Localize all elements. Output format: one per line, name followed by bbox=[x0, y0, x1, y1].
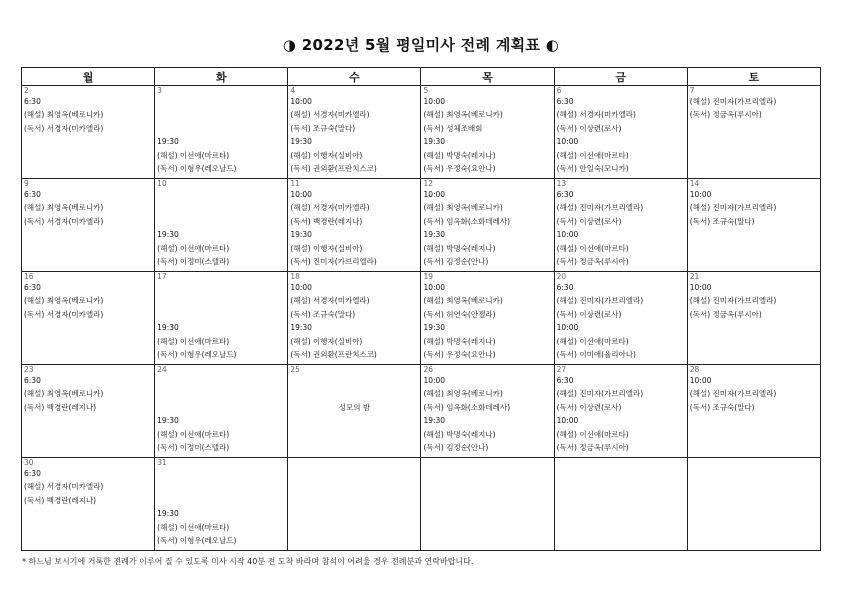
mass-time: 19:30 bbox=[157, 230, 179, 240]
assignment-line: (독서) 조규숙(말다) bbox=[689, 216, 755, 226]
day-number: 26 bbox=[423, 365, 434, 374]
assignment-line: (독서) 조규숙(말다) bbox=[689, 402, 755, 412]
assignment-line: (독서) 정금옥(루시아) bbox=[689, 110, 762, 120]
assignment-line: (독서) 안일숙(모니카) bbox=[556, 164, 629, 174]
assignment-line: (독서) 이정미(스텔라) bbox=[157, 256, 230, 266]
assignment-line: (해설) 진미자(가브리엘라) bbox=[689, 97, 777, 106]
weekday-header: 수 bbox=[288, 68, 421, 86]
assignment-line: (해설) 이행자(실비아) bbox=[290, 243, 363, 253]
weekday-header: 토 bbox=[687, 68, 820, 86]
mass-time: 19:30 bbox=[157, 137, 179, 147]
day-cell bbox=[421, 86, 554, 179]
week-row bbox=[22, 179, 821, 272]
day-number: 20 bbox=[556, 272, 567, 281]
blank-line bbox=[157, 308, 287, 321]
assignment-line: (해설) 박명숙(레지나) bbox=[423, 429, 496, 439]
assignment-line: (해설) 최영옥(베로니카) bbox=[423, 389, 503, 399]
day-cell bbox=[687, 86, 820, 179]
assignment-line: (해설) 최영옥(베로니카) bbox=[423, 110, 503, 120]
assignment-line: (해설) 이선애(마르타) bbox=[157, 336, 230, 346]
day-number: 10 bbox=[157, 179, 167, 188]
assignment-line: (독서) 이미애(율리아나) bbox=[556, 350, 636, 360]
day-cell bbox=[155, 272, 288, 365]
day-number bbox=[423, 458, 553, 467]
assignment-line: (해설) 최영옥(베로니카) bbox=[423, 203, 503, 213]
assignment-line: (독서) 이형우(레오날드) bbox=[157, 349, 237, 359]
blank-line bbox=[157, 294, 287, 307]
day-number: 13 bbox=[556, 179, 567, 188]
day-number: 14 bbox=[689, 179, 700, 188]
assignment-line: (독서) 이상련(로사) bbox=[556, 123, 622, 133]
blank-line bbox=[157, 95, 287, 108]
mass-time: 19:30 bbox=[290, 137, 312, 147]
assignment-line: (해설) 이선애(마르타) bbox=[157, 522, 230, 532]
day-cell bbox=[554, 365, 687, 458]
day-number: 6 bbox=[556, 86, 562, 95]
mass-time: 6:30 bbox=[24, 283, 41, 292]
assignment-line: (해설) 최영옥(베로니카) bbox=[24, 110, 104, 120]
day-number: 23 bbox=[24, 365, 34, 374]
day-number: 19 bbox=[423, 272, 434, 281]
assignment-line: (해설) 이선애(마르타) bbox=[157, 150, 230, 160]
day-number: 31 bbox=[157, 458, 167, 467]
footnote: * 하느님 보시기에 거룩한 전례가 이루어 질 수 있도록 미사 시작 40분 전 도착 바라며 참석이 어려울 경우 전례분과 연락바랍니다. bbox=[22, 557, 474, 566]
assignment-line: (독서) 조규숙(말다) bbox=[290, 309, 356, 319]
day-number bbox=[290, 458, 420, 467]
day-number: 21 bbox=[689, 272, 700, 281]
blank-line bbox=[157, 122, 287, 135]
assignment-line: (독서) 이상련(로사) bbox=[556, 216, 622, 226]
mass-time: 10:00 bbox=[689, 283, 712, 292]
mass-time: 19:30 bbox=[157, 509, 179, 519]
day-number: 11 bbox=[290, 179, 300, 188]
day-cell bbox=[288, 179, 421, 272]
assignment-line: (독서) 권외환(프란치스코) bbox=[290, 164, 377, 174]
assignment-line: (해설) 진미자(가브리엘라) bbox=[556, 203, 644, 213]
mass-time: 10:00 bbox=[689, 190, 712, 199]
mass-time: 6:30 bbox=[24, 97, 41, 106]
day-number: 16 bbox=[24, 272, 34, 281]
day-cell bbox=[155, 365, 288, 458]
assignment-line: (해설) 진미자(가브리엘라) bbox=[689, 296, 777, 306]
mass-time: 6:30 bbox=[24, 376, 41, 385]
event-label: 성모의 밤 bbox=[338, 403, 371, 412]
day-cell bbox=[288, 458, 421, 551]
assignment-line: (해설) 서경자(미카엘라) bbox=[290, 296, 370, 306]
assignment-line: (해설) 이선애(마르타) bbox=[556, 429, 629, 439]
day-cell bbox=[22, 365, 155, 458]
day-number: 5 bbox=[423, 86, 429, 95]
assignment-line: (해설) 이행자(실비아) bbox=[290, 150, 363, 160]
assignment-line: (해설) 서경자(미카엘라) bbox=[24, 482, 104, 492]
assignment-line: (해설) 최영옥(베로니카) bbox=[24, 389, 104, 399]
day-cell bbox=[687, 272, 820, 365]
day-cell bbox=[22, 179, 155, 272]
blank-line bbox=[157, 215, 287, 228]
assignment-line: (독서) 김정순(안나) bbox=[423, 257, 489, 267]
assignment-line: (해설) 최영옥(베로니카) bbox=[24, 296, 104, 306]
assignment-line: (해설) 박명숙(레지나) bbox=[423, 243, 496, 253]
mass-time: 19:30 bbox=[423, 323, 446, 333]
schedule-table bbox=[21, 67, 821, 551]
mass-time: 10:00 bbox=[556, 323, 579, 333]
assignment-line: (독서) 백경란(레지나) bbox=[24, 402, 97, 412]
day-number: 4 bbox=[290, 86, 296, 95]
assignment-line: (독서) 이상련(로사) bbox=[556, 402, 622, 412]
weekday-header: 목 bbox=[421, 68, 554, 86]
day-cell bbox=[554, 179, 687, 272]
mass-time: 6:30 bbox=[24, 190, 41, 199]
day-cell bbox=[421, 365, 554, 458]
mass-time: 6:30 bbox=[556, 283, 574, 292]
assignment-line: (독서) 우정숙(요안나) bbox=[423, 350, 496, 360]
day-number: 12 bbox=[423, 179, 434, 188]
mass-time: 10:00 bbox=[423, 376, 446, 385]
day-cell bbox=[687, 458, 820, 551]
day-number: 27 bbox=[556, 365, 567, 374]
blank-line bbox=[157, 201, 287, 214]
blank-line bbox=[157, 188, 287, 201]
day-cell bbox=[155, 458, 288, 551]
day-cell bbox=[421, 179, 554, 272]
day-number: 17 bbox=[157, 272, 167, 281]
day-number: 9 bbox=[24, 179, 29, 188]
day-cell bbox=[22, 458, 155, 551]
day-number bbox=[690, 458, 820, 467]
assignment-line: (해설) 박명숙(레지나) bbox=[423, 150, 496, 160]
blank-line bbox=[157, 480, 287, 493]
day-number: 3 bbox=[157, 86, 162, 95]
mass-time: 6:30 bbox=[556, 376, 574, 385]
mass-time: 10:00 bbox=[290, 190, 312, 199]
assignment-line: (독서) 이형우(레오날드) bbox=[157, 163, 237, 173]
mass-time: 19:30 bbox=[423, 416, 446, 426]
assignment-line: (독서) 이정미(스텔라) bbox=[157, 442, 230, 452]
assignment-line: (해설) 이선애(마르타) bbox=[157, 429, 230, 439]
mass-time: 10:00 bbox=[423, 190, 446, 199]
assignment-line: (독서) 우정숙(요안나) bbox=[423, 164, 496, 174]
weekday-header-row bbox=[22, 68, 821, 86]
assignment-line: (독서) 정금옥(루시아) bbox=[556, 443, 629, 453]
mass-time: 10:00 bbox=[556, 416, 579, 426]
blank-line bbox=[157, 494, 287, 507]
mass-time: 6:30 bbox=[24, 469, 41, 478]
mass-time: 6:30 bbox=[556, 97, 574, 106]
week-row bbox=[22, 272, 821, 365]
week-row bbox=[22, 458, 821, 551]
day-cell bbox=[554, 86, 687, 179]
day-number: 28 bbox=[689, 365, 700, 374]
assignment-line: (해설) 이선애(마르타) bbox=[157, 243, 230, 253]
mass-time: 10:00 bbox=[423, 97, 446, 106]
day-cell bbox=[288, 365, 421, 458]
assignment-line: (독서) 성체조배회 bbox=[423, 123, 483, 133]
assignment-line: (해설) 이선애(마르타) bbox=[556, 150, 629, 160]
day-cell bbox=[155, 179, 288, 272]
assignment-line: (독서) 이형우(레오날드) bbox=[157, 535, 237, 545]
assignment-line: (독서) 정금옥(루시아) bbox=[556, 257, 629, 267]
assignment-line: (해설) 진미자(가브리엘라) bbox=[689, 389, 777, 399]
blank-line bbox=[157, 281, 287, 294]
assignment-line: (해설) 최영옥(베로니카) bbox=[423, 296, 503, 306]
calendar-body bbox=[22, 86, 821, 551]
page-title: ◑ 2022년 5월 평일미사 전례 계획표 ◐ bbox=[282, 36, 560, 54]
day-cell bbox=[554, 272, 687, 365]
blank-line bbox=[157, 108, 287, 121]
day-cell bbox=[288, 272, 421, 365]
day-cell bbox=[22, 272, 155, 365]
mass-time: 10:00 bbox=[423, 283, 446, 292]
assignment-line: (독서) 서경자(미카엘라) bbox=[24, 216, 104, 226]
blank-line bbox=[157, 374, 287, 387]
day-cell bbox=[421, 458, 554, 551]
week-row bbox=[22, 86, 821, 179]
assignment-line: (해설) 진미자(가브리엘라) bbox=[689, 203, 777, 213]
day-cell bbox=[421, 272, 554, 365]
mass-time: 10:00 bbox=[556, 230, 579, 240]
assignment-line: (독서) 서경자(미카엘라) bbox=[24, 123, 104, 133]
assignment-line: (해설) 진미자(가브리엘라) bbox=[556, 389, 644, 399]
assignment-line: (독서) 이상련(로사) bbox=[556, 309, 622, 319]
day-cell bbox=[554, 458, 687, 551]
day-cell bbox=[687, 365, 820, 458]
mass-time: 19:30 bbox=[423, 137, 446, 147]
week-row bbox=[22, 365, 821, 458]
day-number: 25 bbox=[290, 365, 300, 374]
day-number: 30 bbox=[24, 458, 34, 467]
day-number: 24 bbox=[157, 365, 167, 374]
mass-time: 10:00 bbox=[290, 283, 312, 292]
mass-time: 19:30 bbox=[157, 323, 179, 333]
assignment-line: (독서) 조규숙(말다) bbox=[290, 123, 356, 133]
assignment-line: (독서) 백경란(레지나) bbox=[24, 495, 97, 505]
assignment-line: (독서) 진미자(가브리엘라) bbox=[290, 257, 377, 267]
assignment-line: (해설) 서경자(미카엘라) bbox=[290, 203, 370, 213]
assignment-line: (독서) 임옥화(소화데레사) bbox=[423, 402, 511, 412]
day-cell bbox=[22, 86, 155, 179]
assignment-line: (독서) 정금옥(루시아) bbox=[689, 309, 762, 319]
assignment-line: (독서) 임옥화(소화데레사) bbox=[423, 216, 511, 226]
mass-time: 19:30 bbox=[157, 416, 179, 426]
blank-line bbox=[157, 401, 287, 414]
assignment-line: (독서) 허연숙(안젤라) bbox=[423, 309, 496, 319]
day-cell bbox=[687, 179, 820, 272]
weekday-header: 월 bbox=[22, 68, 155, 86]
assignment-line: (독서) 김정순(안나) bbox=[423, 443, 489, 453]
assignment-line: (해설) 이선애(마르타) bbox=[556, 243, 629, 253]
day-number: 18 bbox=[290, 272, 300, 281]
blank-line bbox=[157, 387, 287, 400]
mass-time: 19:30 bbox=[290, 230, 312, 240]
assignment-line: (해설) 박명숙(레지나) bbox=[423, 336, 496, 346]
day-number: 7 bbox=[689, 86, 695, 95]
blank-line bbox=[157, 467, 287, 480]
assignment-line: (해설) 최영옥(베로니카) bbox=[24, 203, 104, 213]
assignment-line: (해설) 서경자(미카엘라) bbox=[556, 110, 636, 120]
day-cell bbox=[288, 86, 421, 179]
assignment-line: (독서) 서경자(미카엘라) bbox=[24, 309, 104, 319]
assignment-line: (해설) 진미자(가브리엘라) bbox=[556, 296, 644, 306]
assignment-line: (독서) 백경란(레지나) bbox=[290, 216, 363, 226]
mass-time: 10:00 bbox=[290, 97, 312, 106]
assignment-line: (독서) 권외환(프란치스코) bbox=[290, 350, 377, 360]
mass-time: 10:00 bbox=[556, 137, 579, 147]
day-number: 2 bbox=[24, 86, 29, 95]
mass-time: 6:30 bbox=[556, 190, 574, 199]
assignment-line: (해설) 이행자(실비아) bbox=[290, 336, 363, 346]
assignment-line: (해설) 이선애(마르타) bbox=[556, 336, 629, 346]
day-cell bbox=[155, 86, 288, 179]
weekday-header: 금 bbox=[554, 68, 687, 86]
assignment-line: (해설) 서경자(미카엘라) bbox=[290, 110, 370, 120]
mass-time: 10:00 bbox=[689, 376, 712, 385]
mass-time: 19:30 bbox=[423, 230, 446, 240]
day-number bbox=[557, 458, 687, 467]
weekday-header: 화 bbox=[155, 68, 288, 86]
mass-time: 19:30 bbox=[290, 323, 312, 333]
